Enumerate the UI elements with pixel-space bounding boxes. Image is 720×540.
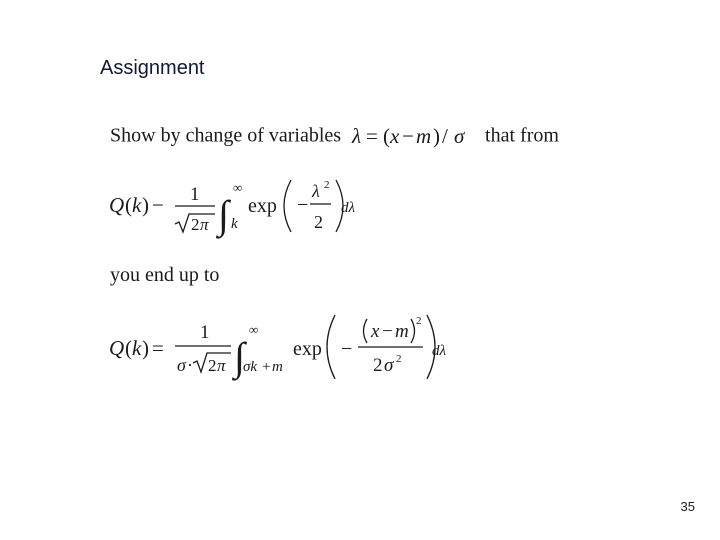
svg-text:x: x	[390, 124, 400, 148]
svg-text:k: k	[132, 336, 142, 360]
q-function-general-equation	[105, 305, 475, 387]
svg-text:π: π	[217, 356, 226, 375]
svg-text:·: ·	[187, 355, 193, 375]
svg-text:1: 1	[200, 322, 210, 343]
svg-text:σ: σ	[454, 124, 465, 148]
svg-text:∫: ∫	[234, 334, 245, 379]
svg-text:dλ: dλ	[432, 343, 446, 359]
svg-text:∞: ∞	[249, 322, 259, 337]
svg-text:∫: ∫	[218, 192, 229, 237]
intro-line	[110, 122, 559, 152]
svg-text:+: +	[262, 359, 271, 375]
svg-text:/: /	[442, 124, 448, 148]
svg-text:k: k	[231, 216, 238, 232]
svg-text:2: 2	[416, 315, 422, 327]
svg-text:): )	[433, 124, 441, 148]
intro-text: Show by change of variables	[110, 124, 342, 147]
svg-text:dλ: dλ	[341, 200, 355, 216]
substitution-equation	[350, 122, 480, 152]
middle-text: you end up to	[110, 264, 220, 286]
svg-text:k: k	[132, 193, 142, 217]
svg-text:−: −	[382, 321, 393, 342]
svg-text:=: =	[152, 336, 164, 360]
svg-text:−: −	[402, 124, 414, 148]
svg-text:λ: λ	[352, 124, 362, 148]
svg-text:∞: ∞	[233, 180, 243, 195]
svg-text:σ: σ	[384, 355, 394, 376]
svg-text:exp: exp	[293, 338, 322, 360]
svg-text:=: =	[366, 124, 378, 148]
svg-text:−: −	[297, 194, 309, 216]
slide-title: Assignment	[100, 57, 205, 79]
svg-text:(: (	[125, 193, 132, 217]
svg-text:−: −	[152, 193, 164, 217]
svg-text:m: m	[416, 124, 432, 148]
svg-text:Q: Q	[109, 193, 125, 217]
svg-text:σ: σ	[177, 355, 186, 375]
svg-text:−: −	[341, 338, 353, 360]
svg-text:m: m	[272, 359, 283, 375]
svg-text:2: 2	[324, 179, 330, 191]
svg-text:): )	[142, 336, 149, 360]
svg-text:2: 2	[396, 353, 402, 365]
svg-text:π: π	[200, 215, 209, 234]
svg-text:2: 2	[208, 356, 217, 375]
svg-text:m: m	[395, 321, 409, 342]
svg-text:1: 1	[190, 184, 200, 205]
intro-suffix: that from	[485, 124, 559, 147]
svg-text:2: 2	[314, 212, 323, 232]
svg-text:(: (	[383, 124, 391, 148]
page-number: 35	[680, 499, 695, 514]
svg-text:): )	[142, 193, 149, 217]
svg-text:exp: exp	[248, 195, 277, 217]
svg-text:σk: σk	[243, 359, 258, 375]
svg-text:2: 2	[191, 215, 200, 234]
svg-text:(: (	[125, 336, 132, 360]
q-function-standard-equation	[105, 170, 375, 242]
svg-text:x: x	[371, 321, 380, 342]
svg-text:Q: Q	[109, 336, 125, 360]
svg-text:λ: λ	[312, 181, 320, 201]
svg-text:2: 2	[373, 355, 383, 376]
